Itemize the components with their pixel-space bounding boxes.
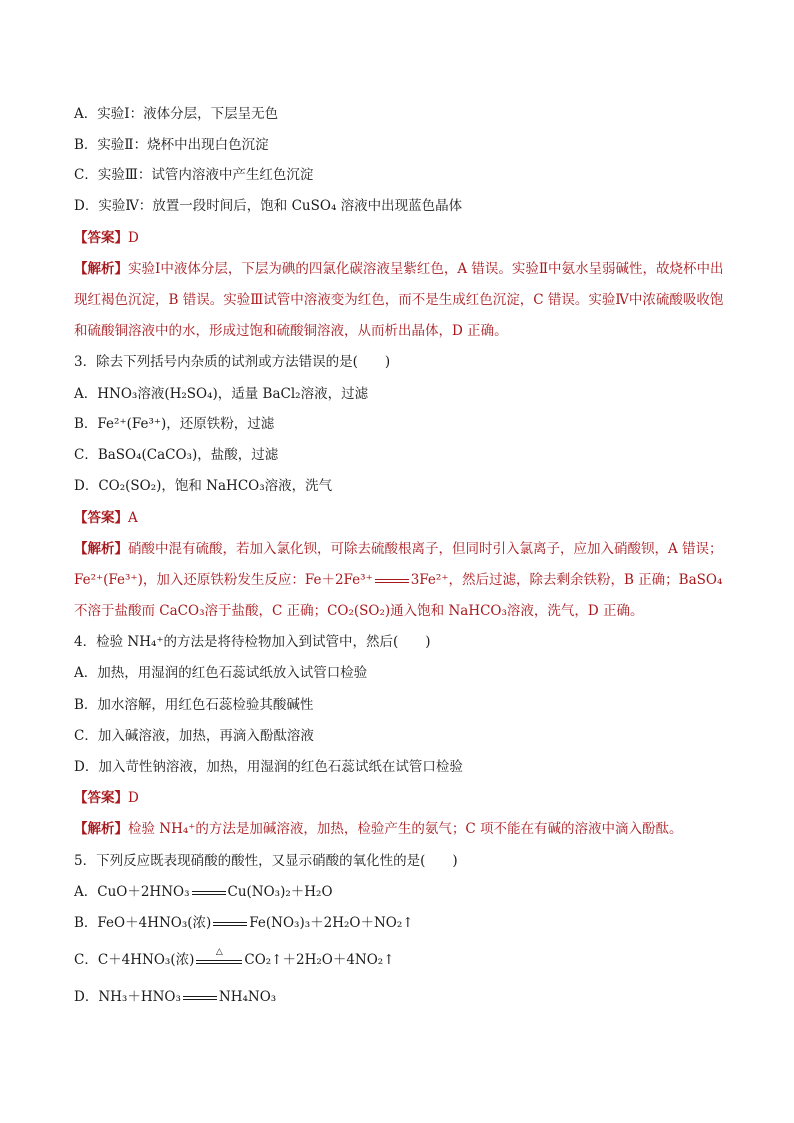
q3-stem: 3．除去下列括号内杂质的试剂或方法错误的是( ) (74, 354, 391, 370)
q3-answer (74, 508, 724, 528)
q4-option-b: B．加水溶解，用红色石蕊检验其酸碱性 (74, 697, 314, 713)
analysis-text: 实验Ⅰ中液体分层，下层为碘的四氯化碳溶液呈紫红色，A 错误。实验Ⅱ中氨水呈弱碱性，故烧杯中出现红褐色沉淀，B 错误。实验Ⅲ试管中溶液变为红色，而不是生成红色沉淀，C 错误。实验Ⅳ中浓硫酸吸收饱和硫酸铜溶液中的水，形成过饱和硫酸铜溶液，从而析出晶体，D 正确。 (74, 261, 724, 339)
heat-triangle-icon: △ (215, 946, 223, 957)
q3-option-c: C．BaSO₄(CaCO₃)，盐酸，过滤 (74, 447, 279, 463)
q3-analysis (74, 534, 724, 627)
equation-left: A．CuO＋2HNO₃ (74, 884, 190, 900)
answer-value: D (128, 230, 139, 246)
analysis-tag: 【解析】 (74, 541, 128, 557)
q2-option-a: A．实验Ⅰ：液体分层，下层呈无色 (74, 106, 279, 122)
analysis-tag: 【解析】 (74, 261, 128, 277)
analysis-tag: 【解析】 (74, 821, 128, 837)
q4-option-a: A．加热，用湿润的红色石蕊试纸放入试管口检验 (74, 665, 368, 681)
equation-left: C．C＋4HNO₃(浓) (74, 952, 195, 968)
reaction-equals-sign (192, 883, 226, 903)
q5-option-c (74, 946, 724, 971)
reaction-equals-sign (375, 571, 409, 591)
equation-right: Fe(NO₃)₃＋2H₂O＋NO₂↑ (249, 915, 414, 931)
q5-option-d (74, 987, 724, 1008)
q2-option-d: D．实验Ⅳ：放置一段时间后，饱和 CuSO₄ 溶液中出现蓝色晶体 (74, 198, 463, 214)
q4-option-c: C．加入碱溶液，加热，再滴入酚酞溶液 (74, 728, 314, 744)
q2-answer (74, 228, 724, 248)
analysis-text-part1: 硝酸中混有硫酸，若加入氯化钡，可除去硫酸根离子，但同时引入氯离子，应加入硝酸钡，A 错误；Fe²⁺(Fe³⁺)，加入还原铁粉发生反应：Fe＋2Fe³⁺ (74, 541, 723, 588)
q3-option-a: A．HNO₃溶液(H₂SO₄)，适量 BaCl₂溶液，过滤 (74, 386, 369, 402)
q4-answer (74, 788, 724, 808)
q2-analysis (74, 254, 724, 347)
equation-right: Cu(NO₃)₂＋H₂O (227, 884, 333, 900)
q4-stem: 4．检验 NH₄⁺的方法是将待检物加入到试管中，然后( ) (74, 634, 431, 650)
q4-analysis (74, 819, 724, 839)
q5-option-a (74, 882, 724, 903)
equation-left: B．FeO＋4HNO₃(浓) (74, 915, 212, 931)
answer-tag: 【答案】 (74, 230, 128, 246)
analysis-text: 检验 NH₄⁺的方法是加碱溶液，加热，检验产生的氨气；C 项不能在有碱的溶液中滴入酚酞。 (128, 821, 683, 837)
q3-option-b: B．Fe²⁺(Fe³⁺)，还原铁粉，过滤 (74, 416, 275, 432)
equation-right: NH₄NO₃ (218, 989, 277, 1005)
answer-tag: 【答案】 (74, 790, 128, 806)
reaction-heat-sign (196, 946, 242, 971)
answer-value: D (128, 790, 139, 806)
q2-option-b: B．实验Ⅱ：烧杯中出现白色沉淀 (74, 137, 269, 153)
analysis-text-part2: 3Fe²⁺，然后过滤，除去剩余铁粉，B 正确；BaSO₄不溶于盐酸而 CaCO₃溶于盐酸，C 正确；CO₂(SO₂)通入饱和 NaHCO₃溶液，洗气，D 正确。 (74, 572, 723, 619)
answer-value: A (128, 510, 138, 526)
reaction-equals-sign (183, 988, 217, 1008)
q3-option-d: D．CO₂(SO₂)，饱和 NaHCO₃溶液，洗气 (74, 478, 333, 494)
q4-option-d: D．加入苛性钠溶液，加热，用湿润的红色石蕊试纸在试管口检验 (74, 759, 463, 775)
q5-option-b (74, 913, 724, 934)
q2-option-c: C．实验Ⅲ：试管内溶液中产生红色沉淀 (74, 167, 314, 183)
reaction-equals-sign (213, 914, 247, 934)
equation-right: CO₂↑＋2H₂O＋4NO₂↑ (244, 952, 395, 968)
answer-tag: 【答案】 (74, 510, 128, 526)
equation-left: D．NH₃＋HNO₃ (74, 989, 181, 1005)
q5-stem: 5．下列反应既表现硝酸的酸性，又显示硝酸的氧化性的是( ) (74, 853, 458, 869)
